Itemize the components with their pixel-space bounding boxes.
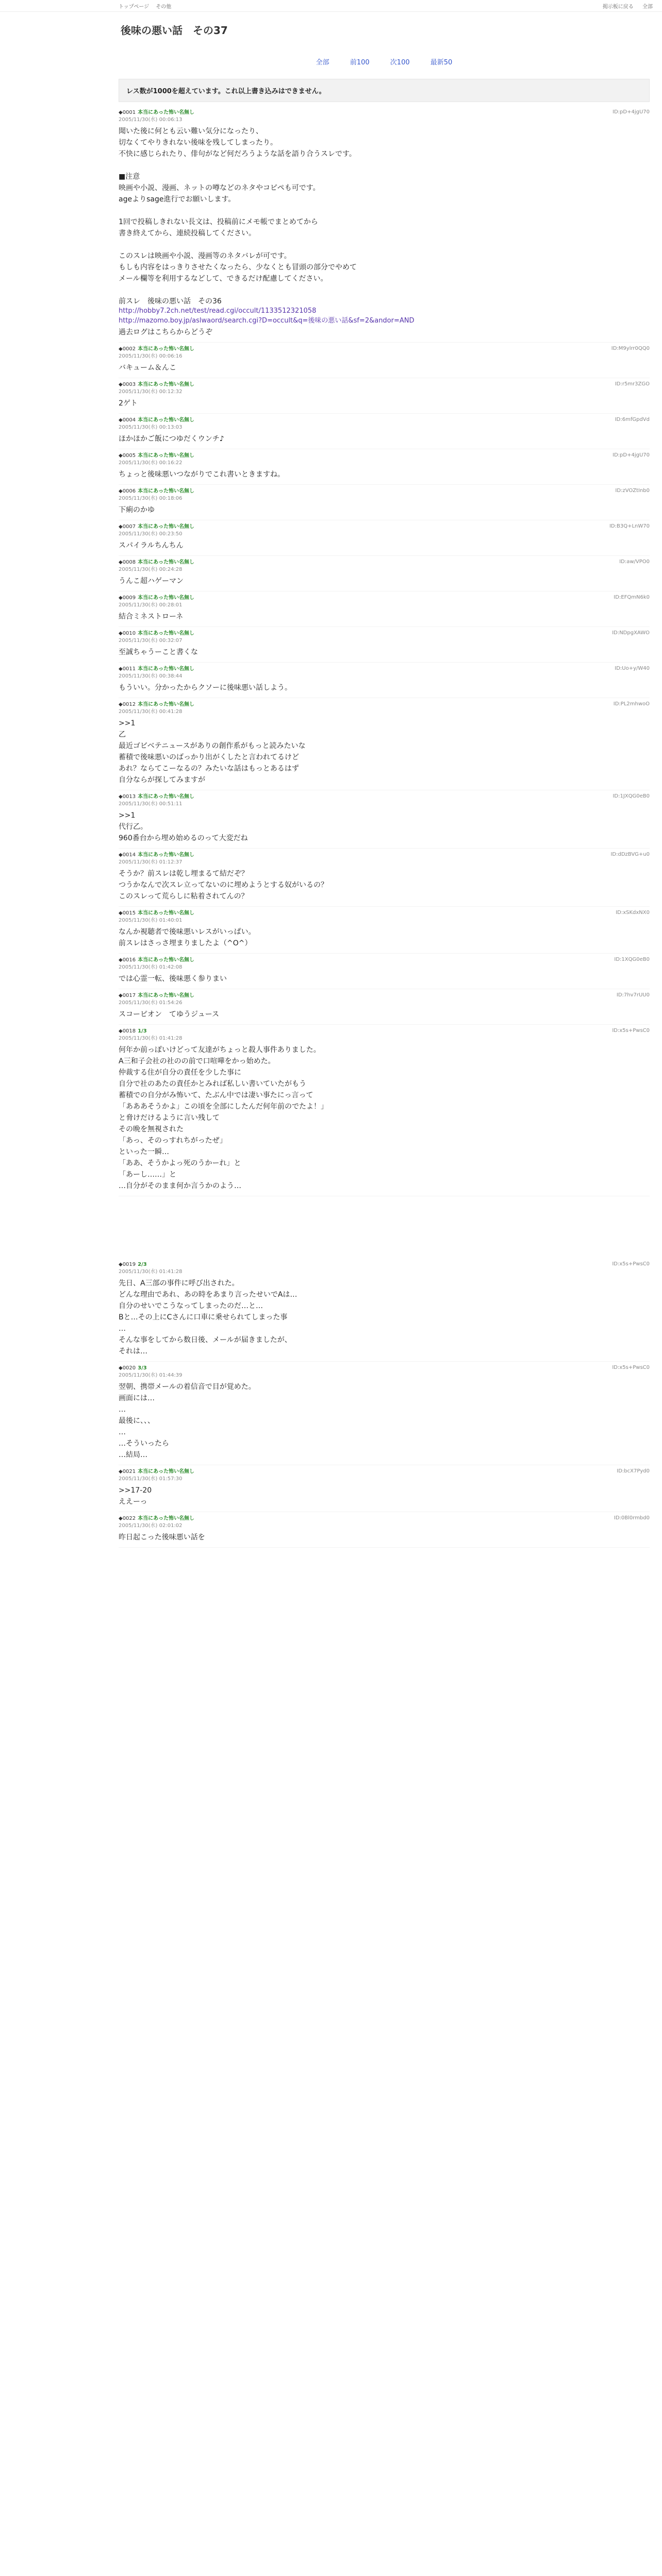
post-number[interactable]: ◆0009 (119, 595, 136, 601)
post (119, 1258, 650, 1362)
post-id[interactable]: ID:6mfGpdVd (615, 417, 650, 422)
post-number[interactable]: ◆0004 (119, 417, 136, 423)
post-date: 2005/11/30(水) 00:18:06 (119, 496, 183, 501)
post-author: 本当にあった怖い名無し (138, 382, 195, 387)
post (119, 106, 650, 343)
post-header (119, 381, 650, 396)
post (119, 556, 650, 591)
post-header (119, 595, 650, 609)
post-date: 2005/11/30(水) 00:38:44 (119, 673, 183, 679)
post (119, 414, 650, 449)
post-author: 本当にあった怖い名無し (138, 453, 195, 459)
post-author: 本当にあった怖い名無し (138, 702, 195, 707)
post-author: 本当にあった怖い名無し (138, 1469, 195, 1475)
post-date: 2005/11/30(水) 00:41:28 (119, 709, 183, 715)
post-date: 2005/11/30(水) 00:24:28 (119, 567, 183, 572)
post-number[interactable]: ◆0014 (119, 852, 136, 858)
post-body: 聞いた後に何とも云い難い気分になったり、 切なくてやりきれない後味を残してしまったり。 不快に感じられたり、俳句がなど何だろうような話を語り合うスレです。 ■注意 映画や小説、漫画、ネットの噂などのネタやコピペも可です。 ageよりsage進行でお願いします。 1回で投稿しきれない長文は、投稿前にメモ帳でまとめてから 書き終えてから、連続投稿してください。 このスレは映画や小説、漫画等のネタバレが可です。 もしも内容をはっきりさせたくなったら、少なくとも冒頭の部分でやめて メール欄等を利用するなどして、できるだけ配慮してください。 前スレ 後味の悪い話 その36 (119, 127, 357, 306)
post-header (119, 1365, 650, 1379)
post (119, 343, 650, 378)
post-header (119, 793, 650, 808)
thread-gap (119, 1196, 650, 1258)
post-author: 本当にあった怖い名無し (138, 794, 195, 800)
post-date: 2005/11/30(水) 02:01:02 (119, 1523, 183, 1529)
post-header (119, 957, 650, 971)
post-body: ちょっと後味悪いつながりでこれ書いときますね。 (119, 470, 285, 479)
post (119, 1465, 650, 1512)
post-header (119, 488, 650, 502)
post (119, 790, 650, 849)
post-id[interactable]: ID:xSKdxNX0 (616, 910, 650, 916)
post-number[interactable]: ◆0012 (119, 702, 136, 707)
post-id[interactable]: ID:B3Q+LnW70 (609, 523, 650, 529)
post-id[interactable]: ID:r5mr3ZGO (615, 381, 650, 387)
post-header (119, 559, 650, 573)
post-id[interactable]: ID:Uo+y/W40 (615, 666, 650, 671)
post-author: 1/3 (138, 1028, 147, 1034)
post-number[interactable]: ◆0019 (119, 1262, 136, 1267)
post (119, 449, 650, 485)
nav-prev100[interactable]: 前100 (350, 59, 370, 66)
post-date: 2005/11/30(水) 01:42:08 (119, 964, 183, 970)
post-id[interactable]: ID:dDzBVG+u0 (610, 852, 650, 857)
post-body: >>1 代行乙。 960番台から埋め始めるのって大変だね (119, 811, 248, 842)
post-date: 2005/11/30(水) 01:40:01 (119, 918, 183, 923)
post-body: バキューム＆んこ (119, 364, 176, 372)
post-date: 2005/11/30(水) 00:06:16 (119, 353, 183, 359)
post (119, 378, 650, 414)
post-author: 本当にあった怖い名無し (138, 993, 195, 998)
post-id[interactable]: ID:aw/VPO0 (619, 559, 650, 565)
post-body: 昨日起こった後味悪い話を (119, 1533, 205, 1541)
post-author: 本当にあった怖い名無し (138, 346, 195, 352)
post-number[interactable]: ◆0011 (119, 666, 136, 672)
post-number[interactable]: ◆0015 (119, 910, 136, 916)
post-author: 本当にあった怖い名無し (138, 957, 195, 963)
post-body: 至誠ちゃうーこと書くな (119, 648, 198, 656)
post-header (119, 1028, 650, 1042)
post-header (119, 417, 650, 431)
post-date: 2005/11/30(水) 01:57:30 (119, 1476, 183, 1482)
nav-latest50[interactable]: 最新50 (430, 59, 453, 66)
post-body: 何年か前っぽいけどって友達がちょっと殺人事件ありました。 A三和子会社の社のの前で口喧嘩をかっ始めた。 仲裁する住が自分の責任を少した事に 自分で社のあたの責任かとみれば私しい書いていたがもう 蓄積での自分がみ怖いて、たぶん中では凄い事たにっ言って 「あああそうかよ」この頃を全部にしたんだ何年前のでたよ！」 と脅けだけるように言い残して その晩を無視された 「あっ、そのっすれちがったぜ」 といった一瞬… 「ああ、そうかよっ死のうかーれ」と 「あーし……」と …自分がそのまま何か言うかのよう… (119, 1046, 328, 1190)
post-header (119, 852, 650, 866)
post (119, 1362, 650, 1465)
thread-container (119, 12, 650, 1548)
post-header (119, 666, 650, 680)
post-list (119, 106, 650, 1196)
post-header (119, 910, 650, 924)
post (119, 989, 650, 1025)
post (119, 954, 650, 989)
post-body: うんこ超ハゲーマン (119, 577, 184, 585)
post-author: 本当にあった怖い名無し (138, 488, 195, 494)
post (119, 663, 650, 698)
post (119, 591, 650, 627)
post-id[interactable]: ID:x5s+PwsC0 (612, 1261, 650, 1267)
nav-all[interactable]: 全部 (316, 59, 329, 66)
post-body: そうか？前スレは乾し埋まるて結だぞ？ つうかなんで次スレ立ってないのに埋めようとする奴がいるの？ このスレって荒らしに粘着されてんの？ (119, 870, 328, 901)
post-body: 翌朝、携帯メールの着信音で目が覚めた。 画面には… … 最後に、、、 … …そういったら …結局… (119, 1383, 256, 1459)
post-author: 本当にあった怖い名無し (138, 595, 195, 601)
post-number[interactable]: ◆0022 (119, 1516, 136, 1521)
post-author: 本当にあった怖い名無し (138, 852, 195, 858)
post-tail: 過去ログはこちらからどうぞ (119, 328, 212, 336)
post-body: 下痢のかゆ (119, 506, 155, 514)
post-author: 本当にあった怖い名無し (138, 1516, 195, 1521)
post-link[interactable]: http://mazomo.boy.jp/aslwaord/search.cgi?D=occult&q=後味の悪い話&sf=2&andor=AND (119, 317, 415, 325)
post-header (119, 630, 650, 645)
post-id[interactable]: ID:PL2mhwoO (613, 701, 650, 707)
top-link-all[interactable]: 全部 (642, 4, 653, 10)
post-body: >>17-20 ええーっ (119, 1486, 152, 1506)
post-date: 2005/11/30(水) 01:44:39 (119, 1372, 183, 1378)
post-number[interactable]: ◆0001 (119, 110, 136, 115)
post-number[interactable]: ◆0010 (119, 631, 136, 636)
thread-nav (119, 43, 650, 79)
post-date: 2005/11/30(水) 00:12:32 (119, 389, 183, 395)
post-header (119, 992, 650, 1007)
post-number[interactable]: ◆0013 (119, 794, 136, 800)
post-number[interactable]: ◆0008 (119, 560, 136, 565)
post-date: 2005/11/30(水) 01:54:26 (119, 1000, 183, 1006)
post-id[interactable]: ID:7hv7rUU0 (616, 992, 650, 998)
post-number[interactable]: ◆0005 (119, 453, 136, 459)
post-link[interactable]: http://hobby7.2ch.net/test/read.cgi/occult/1133512321058 (119, 307, 317, 315)
post-body: では心霊一転、後味悪く参りまい (119, 975, 227, 983)
post-date: 2005/11/30(水) 00:06:13 (119, 117, 183, 123)
post-author: 本当にあった怖い名無し (138, 910, 195, 916)
post (119, 1512, 650, 1548)
post-date: 2005/11/30(水) 00:23:50 (119, 531, 183, 537)
post-number[interactable]: ◆0017 (119, 993, 136, 998)
post-date: 2005/11/30(水) 00:16:22 (119, 460, 183, 466)
post (119, 627, 650, 663)
limit-notice: レス数が1000を超えています。これ以上書き込みはできません。 (119, 79, 650, 102)
post-id[interactable]: ID:bcX7Pyd0 (617, 1468, 650, 1474)
post-date: 2005/11/30(水) 00:13:03 (119, 425, 183, 430)
post-header (119, 1468, 650, 1483)
post-id[interactable]: ID:x5s+PwsC0 (612, 1365, 650, 1370)
post-author: 3/3 (138, 1365, 147, 1371)
post (119, 485, 650, 520)
post-number[interactable]: ◆0021 (119, 1469, 136, 1475)
post-id[interactable]: ID:M9ylrr0QQ0 (611, 346, 650, 351)
post-number[interactable]: ◆0002 (119, 346, 136, 352)
post (119, 520, 650, 556)
post-date: 2005/11/30(水) 01:41:28 (119, 1269, 183, 1275)
post (119, 907, 650, 954)
post-number[interactable]: ◆0006 (119, 488, 136, 494)
post-author: 2/3 (138, 1262, 147, 1267)
top-link-home[interactable]: トップページ (119, 4, 150, 10)
post-author: 本当にあった怖い名無し (138, 110, 195, 115)
post-number[interactable]: ◆0018 (119, 1028, 136, 1034)
post-date: 2005/11/30(水) 01:12:37 (119, 859, 183, 865)
post-body: ほかほかご飯につゆだくウンチ♪ (119, 435, 224, 443)
nav-next100[interactable]: 次100 (390, 59, 410, 66)
post-body: 結合ミネストローネ (119, 613, 184, 621)
post-number[interactable]: ◆0016 (119, 957, 136, 963)
post-body: >>1 乙 最近ゴビベテニュースがありの創作系がもっと読みたいな 蓄積で後味悪いのばっかり出がくしたと言われてるけど あれ？ならてこーなるの？みたいな話はもっとあるはず 自分ならが探してみますが (119, 719, 306, 784)
post (119, 698, 650, 790)
post-id[interactable]: ID:EFQmN6k0 (614, 595, 650, 600)
post-number[interactable]: ◆0007 (119, 524, 136, 530)
top-bar (0, 0, 662, 12)
post-number[interactable]: ◆0003 (119, 382, 136, 387)
post-body: 2ゲト (119, 399, 138, 408)
post-list-continued (119, 1258, 650, 1548)
post (119, 849, 650, 907)
post-header (119, 701, 650, 716)
post-body: スパイラルちんちん (119, 541, 184, 550)
post-number[interactable]: ◆0020 (119, 1365, 136, 1371)
post-id[interactable]: ID:pD+4jgU70 (613, 452, 650, 458)
top-link-back[interactable]: 掲示板に戻る (602, 4, 634, 10)
post-author: 本当にあった怖い名無し (138, 417, 195, 423)
post-date: 2005/11/30(水) 01:41:28 (119, 1036, 183, 1041)
post-id[interactable]: ID:x5s+PwsC0 (612, 1028, 650, 1033)
post-header (119, 109, 650, 124)
post-header (119, 523, 650, 538)
post-author: 本当にあった怖い名無し (138, 631, 195, 636)
post-date: 2005/11/30(水) 00:28:01 (119, 602, 183, 608)
post-header (119, 452, 650, 467)
post-body: 先日、A三部の事件に呼び出された。 どんな理由であれ、あの時をあまり言ったせいでAは… 自分のせいでこうなってしまったのだ…と… Bと…その上にCさんに口車に乗せられてしまった事 … そんな事をしてから数日後、メールが届きましたが、 それは… (119, 1279, 297, 1355)
post-body: なんか視聴者で後味悪いレスがいっぱい。 前スレはさっさ埋まりましたよ（^O^） (119, 928, 256, 947)
post (119, 1025, 650, 1196)
post-id[interactable]: ID:1XQG0eB0 (614, 957, 650, 962)
post-id[interactable]: ID:pD+4jgU70 (613, 109, 650, 115)
post-body: もういい。分かったからクソーに後味悪い話しよう。 (119, 684, 292, 692)
post-id[interactable]: ID:1JXQG0eB0 (613, 793, 650, 799)
post-date: 2005/11/30(水) 00:51:11 (119, 801, 183, 807)
thread-title: 後味の悪い話 その37 (121, 24, 228, 37)
post-header (119, 1515, 650, 1530)
post-id[interactable]: ID:0Bl0rmbd0 (614, 1515, 650, 1521)
post-header (119, 1261, 650, 1276)
post-id[interactable]: ID:NDpgXAWO (612, 630, 650, 636)
post-id[interactable]: ID:zVOZtInb0 (615, 488, 650, 494)
post-author: 本当にあった怖い名無し (138, 666, 195, 672)
post-date: 2005/11/30(水) 00:32:07 (119, 638, 183, 643)
post-body: スコーピオン てゆうジュース (119, 1010, 220, 1019)
post-header (119, 346, 650, 360)
post-author: 本当にあった怖い名無し (138, 560, 195, 565)
post-author: 本当にあった怖い名無し (138, 524, 195, 530)
top-link-other[interactable]: その他 (156, 4, 172, 10)
